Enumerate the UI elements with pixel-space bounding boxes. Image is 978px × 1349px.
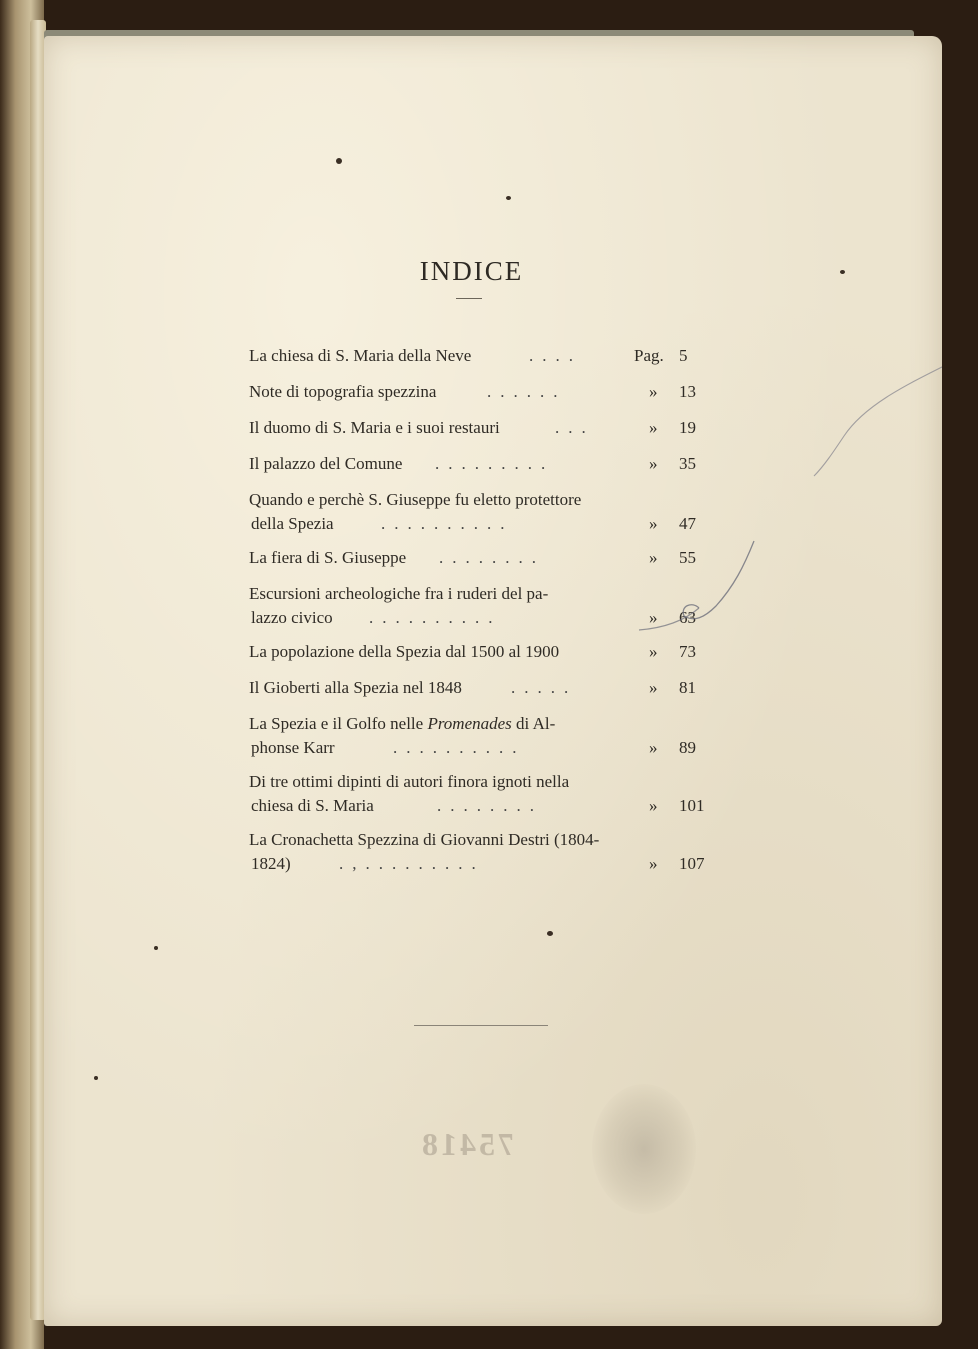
entry-title: La Cronachetta Spezzina di Giovanni Destri (1804- (249, 830, 600, 849)
book-page (44, 36, 942, 1326)
ditto-mark: » (649, 642, 658, 661)
leader-dots: .,......... (339, 854, 485, 873)
page-number: 13 (679, 382, 696, 401)
entry-title-continued: chiesa di S. Maria (251, 796, 374, 815)
page-number: 73 (679, 642, 696, 661)
ditto-mark: » (649, 382, 658, 401)
library-stamp: 75418 (419, 1126, 514, 1162)
paper-speck (506, 196, 511, 200)
leader-dots: ...... (487, 382, 567, 401)
leader-dots: ... (555, 418, 595, 437)
entry-title-italic: Promenades (427, 714, 512, 733)
paper-speck (336, 158, 342, 164)
entry-title: Quando e perchè S. Giuseppe fu eletto protettore (249, 490, 582, 509)
leader-dots: ........ (437, 796, 543, 815)
ditto-mark: » (649, 514, 658, 533)
page-number: 35 (679, 454, 696, 473)
entry-title: Di tre ottimi dipinti di autori finora ignoti nella (249, 772, 570, 791)
page-number: 19 (679, 418, 696, 437)
entry-title: La popolazione della Spezia dal 1500 al 1900 (249, 642, 560, 661)
entry-title: La chiesa di S. Maria della Neve (249, 346, 472, 365)
leader-dots: .... (529, 346, 582, 365)
entry-title-continued: 1824) (251, 854, 291, 873)
page-number: 89 (679, 738, 696, 757)
ditto-mark: » (649, 608, 658, 627)
entry-title-continued: lazzo civico (251, 608, 333, 627)
page-number: 101 (679, 796, 705, 815)
leader-dots: .......... (381, 514, 514, 533)
entry-title-start: La Spezia e il Golfo nelle (249, 714, 424, 733)
entry-title-tail: di Al- (516, 714, 556, 733)
page-number: 107 (679, 854, 705, 873)
entry-title: Il duomo di S. Maria e i suoi restauri (249, 418, 500, 437)
entry-title: Il palazzo del Comune (249, 454, 403, 473)
paper-speck (94, 1076, 98, 1080)
page-number: 81 (679, 678, 696, 697)
paper-speck (840, 270, 845, 274)
ditto-mark: » (649, 738, 658, 757)
paper-speck (547, 931, 553, 936)
entry-title: Escursioni archeologiche fra i ruderi del pa- (249, 584, 549, 603)
ditto-mark: » (649, 678, 658, 697)
leader-dots: .......... (369, 608, 502, 627)
page-label: Pag. (634, 346, 664, 365)
ditto-mark: » (649, 418, 658, 437)
page-number: 5 (679, 346, 688, 365)
entry-title: Il Gioberti alla Spezia nel 1848 (249, 678, 462, 697)
pencil-marks (44, 36, 942, 1326)
ditto-mark: » (649, 454, 658, 473)
ditto-mark: » (649, 548, 658, 567)
page-number: 63 (679, 608, 696, 627)
entry-title: La fiera di S. Giuseppe (249, 548, 407, 567)
ditto-mark: » (649, 796, 658, 815)
leader-dots: .......... (393, 738, 526, 757)
page-number: 55 (679, 548, 696, 567)
entry-title: Note di topografia spezzina (249, 382, 437, 401)
leader-dots: ......... (435, 454, 555, 473)
entry-title-continued: della Spezia (251, 514, 334, 533)
paper-speck (154, 946, 158, 950)
leader-dots: ........ (439, 548, 545, 567)
page-title: INDICE (419, 256, 524, 286)
entry-title-continued: phonse Karr (251, 738, 335, 757)
ditto-mark: » (649, 854, 658, 873)
leader-dots: ..... (511, 678, 578, 697)
page-number: 47 (679, 514, 696, 533)
